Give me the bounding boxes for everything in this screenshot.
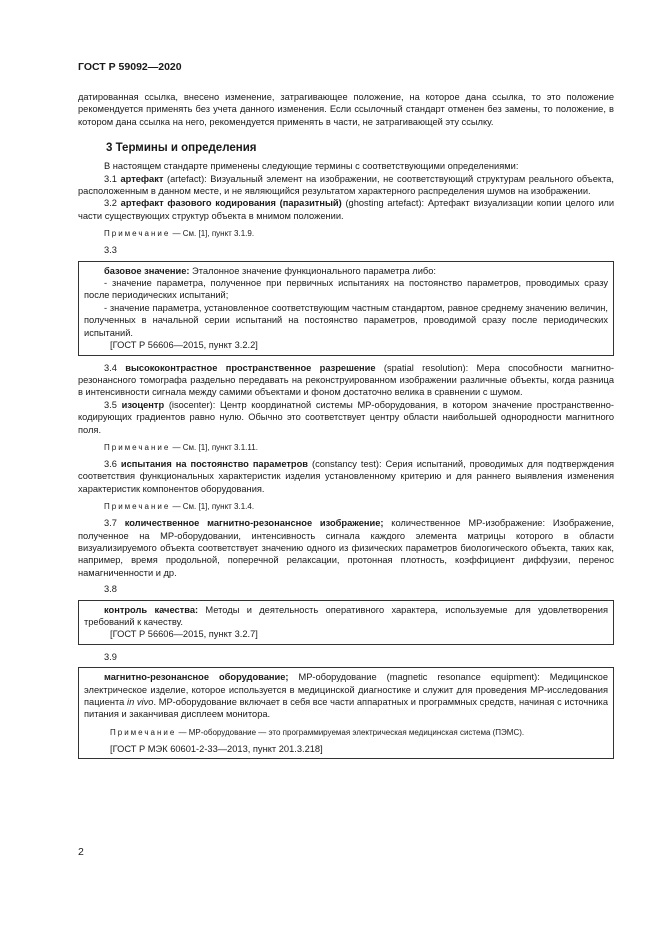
term-3-8-number: 3.8 bbox=[104, 584, 117, 595]
note-label: Примечание bbox=[104, 502, 171, 512]
term-number: 3.4 bbox=[104, 362, 126, 373]
term-italic: in vivo bbox=[127, 697, 154, 708]
note-3-9 bbox=[84, 727, 608, 738]
term-name: контроль качества: bbox=[104, 604, 199, 615]
note-text: — МР-оборудование — это программируемая электрическая медицинская система (ПЭМС). bbox=[176, 727, 525, 737]
term-3-9-box bbox=[78, 667, 614, 759]
term-3-5 bbox=[78, 399, 614, 436]
term-definition: МР-оборудование (magnetic resonance equipment): Медицинское электрическое изделие, которое используется в медицинской диагностике и служит для проведения МР-исследования пациента bbox=[84, 672, 609, 708]
note-text: — См. [1], пункт 3.1.9. bbox=[170, 229, 255, 239]
term-3-3-number: 3.3 bbox=[104, 245, 117, 256]
term-3-3-item-1: - значение параметра, полученное при первичных испытаниях на постоянство параметров, проводимых сразу после периодических испытаний; bbox=[84, 278, 608, 301]
term-definition: (constancy test): Серия испытаний, проводимых для подтверждения соответствия функциональных характеристик изделия установленному критерию и для раннего выявления изменения характеристик компонентов оборудования. bbox=[78, 458, 615, 494]
note-text: — См. [1], пункт 3.1.4. bbox=[170, 502, 255, 512]
page-body bbox=[78, 91, 614, 765]
term-3-4 bbox=[78, 362, 614, 399]
term-3-2 bbox=[78, 197, 614, 222]
term-name: магнитно-резонансное оборудование; bbox=[104, 672, 289, 683]
term-3-3-box bbox=[78, 261, 614, 356]
document-header: ГОСТ Р 59092—2020 bbox=[78, 61, 182, 73]
term-3-9-number: 3.9 bbox=[104, 651, 117, 662]
term-definition-end: . МР-оборудование включает в себя все части аппаратных и программных средств, начиная с источника питания и заканчивая дисплеем монитора. bbox=[84, 697, 608, 720]
term-name: количественное магнитно-резонансное изображение; bbox=[124, 518, 384, 529]
note-3-5 bbox=[78, 442, 614, 453]
intro-paragraph: датированная ссылка, внесено изменение, затрагивающее положение, на которое дана ссылка, то это положение рекомендуется применять без учета данного изменения. Если ссылочный стандарт отменен без замены, то положение, в котором дана ссылка на него, рекомендуется применять в части, не затрагивающей эту ссылку. bbox=[78, 92, 614, 127]
term-3-8-source: [ГОСТ Р 56606—2015, пункт 3.2.7] bbox=[110, 629, 258, 640]
term-3-9 bbox=[84, 671, 608, 721]
term-name: базовое значение: bbox=[104, 265, 190, 276]
term-3-3-item-2: - значение параметра, установленное соответствующим частным стандартом, равное среднему значению величин, полученных в начальной серии испытаний на постоянство параметров, проводимой сразу после периодических испытаний. bbox=[84, 302, 608, 338]
term-name: артефакт bbox=[120, 173, 164, 184]
note-label: Примечание bbox=[104, 442, 171, 452]
term-name: артефакт фазового кодирования (паразитный) bbox=[120, 198, 342, 209]
term-number: 3.2 bbox=[104, 198, 121, 209]
term-definition: Эталонное значение функционального параметра либо: bbox=[189, 265, 436, 276]
term-number: 3.1 bbox=[104, 173, 121, 184]
term-3-6 bbox=[78, 458, 614, 495]
term-3-8-box bbox=[78, 600, 614, 645]
section-intro: В настоящем стандарте применены следующие термины с соответствующими определениями: bbox=[104, 161, 519, 172]
term-definition: (spatial resolution): Мера способности магнитно-резонансного томографа раздельно передавать на реконструированном изображении различные объекты, когда разница в интенсивности сигнала между самими объектами и фоном достаточно велика в сравнении с шумом. bbox=[78, 362, 614, 398]
term-definition: количественное МР-изображение: Изображение, полученное на МР-оборудовании, интенсивность сигнала каждого элемента матрицы которого в области визуализируемого объекта соответствует значению одного из физических параметров биологического объекта, таких как, например, время продольной, поперечной релаксации, протонная плотность, коэффициент диффузии, перенос намагниченности и др. bbox=[78, 518, 614, 578]
term-3-9-source: [ГОСТ Р МЭК 60601-2-33—2013, пункт 201.3.218] bbox=[110, 743, 323, 754]
term-name: высококонтрастное пространственное разрешение bbox=[125, 362, 376, 373]
term-number: 3.7 bbox=[104, 518, 125, 529]
term-definition: (artefact): Визуальный элемент на изображении, не соответствующий структурам реального объекта, расположенным в данном месте, и не являющийся результатом характерного распределения шумов на изображении. bbox=[78, 173, 614, 197]
section-title: 3 Термины и определения bbox=[106, 142, 257, 155]
note-text: — См. [1], пункт 3.1.11. bbox=[170, 442, 258, 452]
term-3-3-source: [ГОСТ Р 56606—2015, пункт 3.2.2] bbox=[110, 340, 258, 351]
term-definition: (isocenter): Центр координатной системы МР-оборудования, в котором значение пространственно-кодирующих градиентов равно нулю. Обычно это соответствует центру области наибольшей однородности магнитного поля. bbox=[78, 399, 614, 435]
term-number: 3.5 bbox=[104, 399, 122, 410]
note-label: Примечание bbox=[104, 229, 171, 239]
term-definition: Методы и деятельность оперативного характера, используемые для удовлетворения требований к качеству. bbox=[84, 604, 609, 627]
term-3-1 bbox=[78, 173, 614, 198]
term-name: испытания на постоянство параметров bbox=[120, 458, 309, 469]
note-3-6 bbox=[78, 501, 614, 512]
term-number: 3.6 bbox=[104, 458, 121, 469]
note-3-2 bbox=[78, 228, 614, 239]
note-label: Примечание bbox=[110, 727, 177, 737]
page-number: 2 bbox=[78, 846, 84, 858]
term-definition: (ghosting artefact): Артефакт визуализации копии целого или части существующих структур объекта в мнимом положении. bbox=[78, 198, 615, 221]
term-3-7 bbox=[78, 517, 614, 579]
term-3-8 bbox=[84, 604, 608, 629]
term-name: изоцентр bbox=[121, 399, 165, 410]
term-3-3 bbox=[84, 265, 608, 277]
